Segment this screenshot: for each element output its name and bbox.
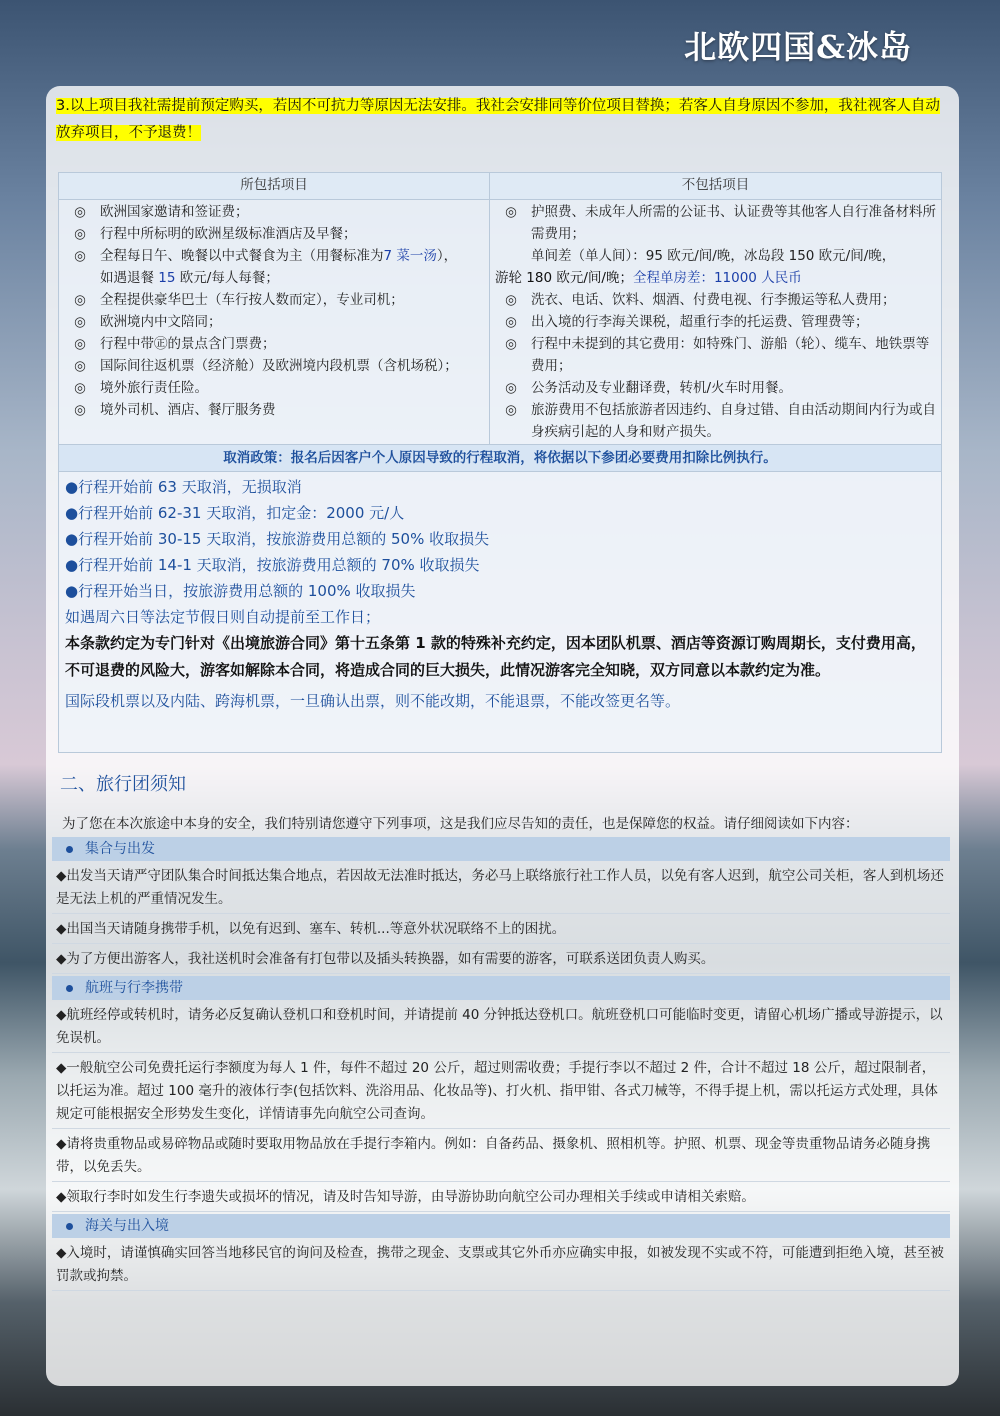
notice-paragraph <box>56 93 946 147</box>
list-mark: ◎ <box>74 248 86 264</box>
meal-standard: 7 菜一汤 <box>383 248 437 264</box>
note-para: ◆为了方便出游客人，我社送机时会准备有打包带以及插头转换器，如有需要的游客，可联系送团负责人购买。 <box>52 946 950 974</box>
list-item <box>60 311 488 333</box>
group-title: 航班与行李携带 <box>85 980 183 996</box>
policy-item: ●行程开始前 62-31 天取消，扣定金：2000 元/人 <box>65 504 405 522</box>
single-room-text: 游轮 180 欧元/间/晚； <box>495 270 633 286</box>
list-item <box>60 377 488 399</box>
note-para: ◆出发当天请严守团队集合时间抵达集合地点，若因故无法准时抵达，务必马上联络旅行社工作人员，以免有客人迟到，航空公司关柜，客人到机场还是无法上机的严重情况发生。 <box>52 863 950 914</box>
note-para: ◆入境时，请谨慎确实回答当地移民官的询问及检查，携带之现金、支票或其它外币亦应确实申报，如被发现不实或不符，可能遭到拒绝入境，甚至被罚款或拘禁。 <box>52 1240 950 1291</box>
list-mark: ◎ <box>505 314 517 330</box>
note-para: ◆航班经停或转机时，请务必反复确认登机口和登机时间，并请提前 40 分钟抵达登机口。航班登机口可能临时变更，请留心机场广播或导游提示，以免误机。 <box>52 1002 950 1053</box>
list-item <box>60 289 488 311</box>
policy-item: ●行程开始前 14-1 天取消，按旅游费用总额的 70% 收取损失 <box>65 556 480 574</box>
note-para: ◆请将贵重物品或易碎物品或随时要取用物品放在手提行李箱内。例如：自备药品、摄象机、照相机等。护照、机票、现金等贵重物品请务必随身携带，以免丢失。 <box>52 1131 950 1182</box>
list-item <box>491 201 940 245</box>
excluded-header: 不包括项目 <box>490 173 942 200</box>
list-mark: ◎ <box>74 226 86 242</box>
list-text: 洗衣、电话、饮料、烟酒、付费电视、行李搬运等私人费用； <box>531 292 896 308</box>
list-text: 行程中所标明的欧洲星级标准酒店及早餐； <box>100 226 357 242</box>
list-mark: ◎ <box>74 380 86 396</box>
bullet-icon <box>66 1223 73 1230</box>
notice-text: 3.以上项目我社需提前预定购买，若因不可抗力等原因无法安排。我社会安排同等价位项目替换；若客人自身原因不参加，我社视客人自动放弃项目，不予退费！ <box>56 98 940 141</box>
group-title: 集合与出发 <box>85 841 155 857</box>
single-room-text: 单间差（单人间）：95 欧元/间/晚，冰岛段 150 欧元/间/晚， <box>531 248 896 264</box>
list-text: 欧洲境内中文陪同； <box>100 314 222 330</box>
meal-text: 全程每日午、晚餐以中式餐食为主（用餐标准为 <box>100 248 384 264</box>
ticket-note: 国际段机票以及内陆、跨海机票，一旦确认出票，则不能改期，不能退票，不能改签更名等。 <box>65 692 681 710</box>
list-mark: ◎ <box>505 292 517 308</box>
list-mark: ◎ <box>74 336 86 352</box>
list-text <box>100 245 488 289</box>
list-text: 出入境的行李海关课税，超重行李的托运费、管理费等； <box>531 314 869 330</box>
policy-cell <box>59 472 942 753</box>
list-item <box>60 333 488 355</box>
page-title: 北欧四国&冰岛 <box>684 28 912 66</box>
policy-item: ●行程开始当日，按旅游费用总额的 100% 收取损失 <box>65 582 416 600</box>
list-item <box>60 355 488 377</box>
holiday-note: 如遇周六日等法定节假日则自动提前至工作日； <box>65 608 381 626</box>
excluded-cell <box>490 200 942 445</box>
list-text: 全程提供豪华巴士（车行按人数而定），专业司机； <box>100 292 404 308</box>
policy-item: ●行程开始前 30-15 天取消，按旅游费用总额的 50% 收取损失 <box>65 530 490 548</box>
note-para: ◆出国当天请随身携带手机，以免有迟到、塞车、转机...等意外状况联络不上的困扰。 <box>52 916 950 944</box>
list-text: 国际间往返机票（经济舱）及欧洲境内段机票（含机场税）； <box>100 358 458 374</box>
meal-text: 欧元/每人每餐； <box>175 270 279 286</box>
list-text: 行程中未提到的其它费用：如特殊门、游船（轮）、缆车、地铁票等费用； <box>531 336 930 374</box>
group-title: 海关与出入境 <box>85 1218 169 1234</box>
list-text: 境外旅行责任险。 <box>100 380 208 396</box>
group-bar <box>52 1214 950 1238</box>
list-text: 境外司机、酒店、餐厅服务费 <box>100 402 276 418</box>
note-para: ◆一般航空公司免费托运行李额度为每人 1 件，每件不超过 20 公斤，超过则需收费；手提行李以不超过 2 件，合计不超过 18 公斤，超过限制者，以托运为准。超过 100 毫升的液体行李(包括饮料、洗浴用品、化妆品等)、打火机、指甲钳、各式刀械等，不得手提上机，需以托运方式处理，具体规定可能根据安全形势发生变化，详情请事先向航空公司查询。 <box>52 1055 950 1129</box>
list-mark: ◎ <box>505 336 517 352</box>
bullet-icon <box>66 846 73 853</box>
meal-text: 如遇退餐 <box>100 270 159 286</box>
list-item <box>491 399 940 443</box>
list-text: 行程中带㊣的景点含门票费； <box>100 336 276 352</box>
policy-item: ●行程开始前 63 天取消，无损取消 <box>65 478 302 496</box>
cancel-policy-title: 取消政策：报名后因客户个人原因导致的行程取消，将依据以下参团必要费用扣除比例执行。 <box>59 445 941 471</box>
list-item <box>491 289 940 311</box>
section-intro: 为了您在本次旅途中本身的安全，我们特别请您遵守下列事项，这是我们应尽告知的责任，也是保障您的权益。请仔细阅读如下内容： <box>62 816 859 832</box>
list-item <box>60 223 488 245</box>
group-bar <box>52 837 950 861</box>
list-mark: ◎ <box>74 402 86 418</box>
bullet-icon <box>66 985 73 992</box>
cancel-row <box>59 445 942 472</box>
meal-text: ）， <box>436 248 458 264</box>
list-item <box>491 333 940 377</box>
list-item <box>60 245 488 289</box>
list-mark: ◎ <box>505 204 517 220</box>
list-item <box>491 377 940 399</box>
included-cell <box>59 200 490 445</box>
items-table <box>58 172 942 753</box>
list-item <box>491 245 940 289</box>
list-mark: ◎ <box>74 358 86 374</box>
list-text: 欧洲国家邀请和签证费； <box>100 204 249 220</box>
group-bar <box>52 976 950 1000</box>
list-mark: ◎ <box>505 380 517 396</box>
list-mark: ◎ <box>74 292 86 308</box>
meal-refund: 15 <box>158 270 176 286</box>
special-clause: 本条款约定为专门针对《出境旅游合同》第十五条第 1 款的特殊补充约定，因本团队机票、酒店等资源订购周期长，支付费用高，不可退费的风险大，游客如解除本合同，将造成合同的巨大损失，此情况游客完全知晓，双方同意以本款约定为准。 <box>65 634 926 679</box>
single-room-total: 全程单房差：11000 人民币 <box>632 270 802 286</box>
list-mark: ◎ <box>74 314 86 330</box>
list-text: 公务活动及专业翻译费，转机/火车时用餐。 <box>531 380 793 396</box>
section-title: 二、旅行团须知 <box>60 774 186 795</box>
list-text: 旅游费用不包括旅游者因违约、自身过错、自由活动期间内行为或自身疾病引起的人身和财产损失。 <box>531 402 936 440</box>
list-item <box>491 311 940 333</box>
list-item <box>60 399 488 421</box>
list-item <box>60 201 488 223</box>
notes-list <box>52 837 950 1293</box>
list-mark: ◎ <box>74 204 86 220</box>
list-mark: ◎ <box>505 402 517 418</box>
note-para: ◆领取行李时如发生行李遗失或损坏的情况，请及时告知导游，由导游协助向航空公司办理相关手续或申请相关索赔。 <box>52 1184 950 1212</box>
list-text: 护照费、未成年人所需的公证书、认证费等其他客人自行准备材料所需费用； <box>531 204 936 242</box>
included-header: 所包括项目 <box>59 173 490 200</box>
